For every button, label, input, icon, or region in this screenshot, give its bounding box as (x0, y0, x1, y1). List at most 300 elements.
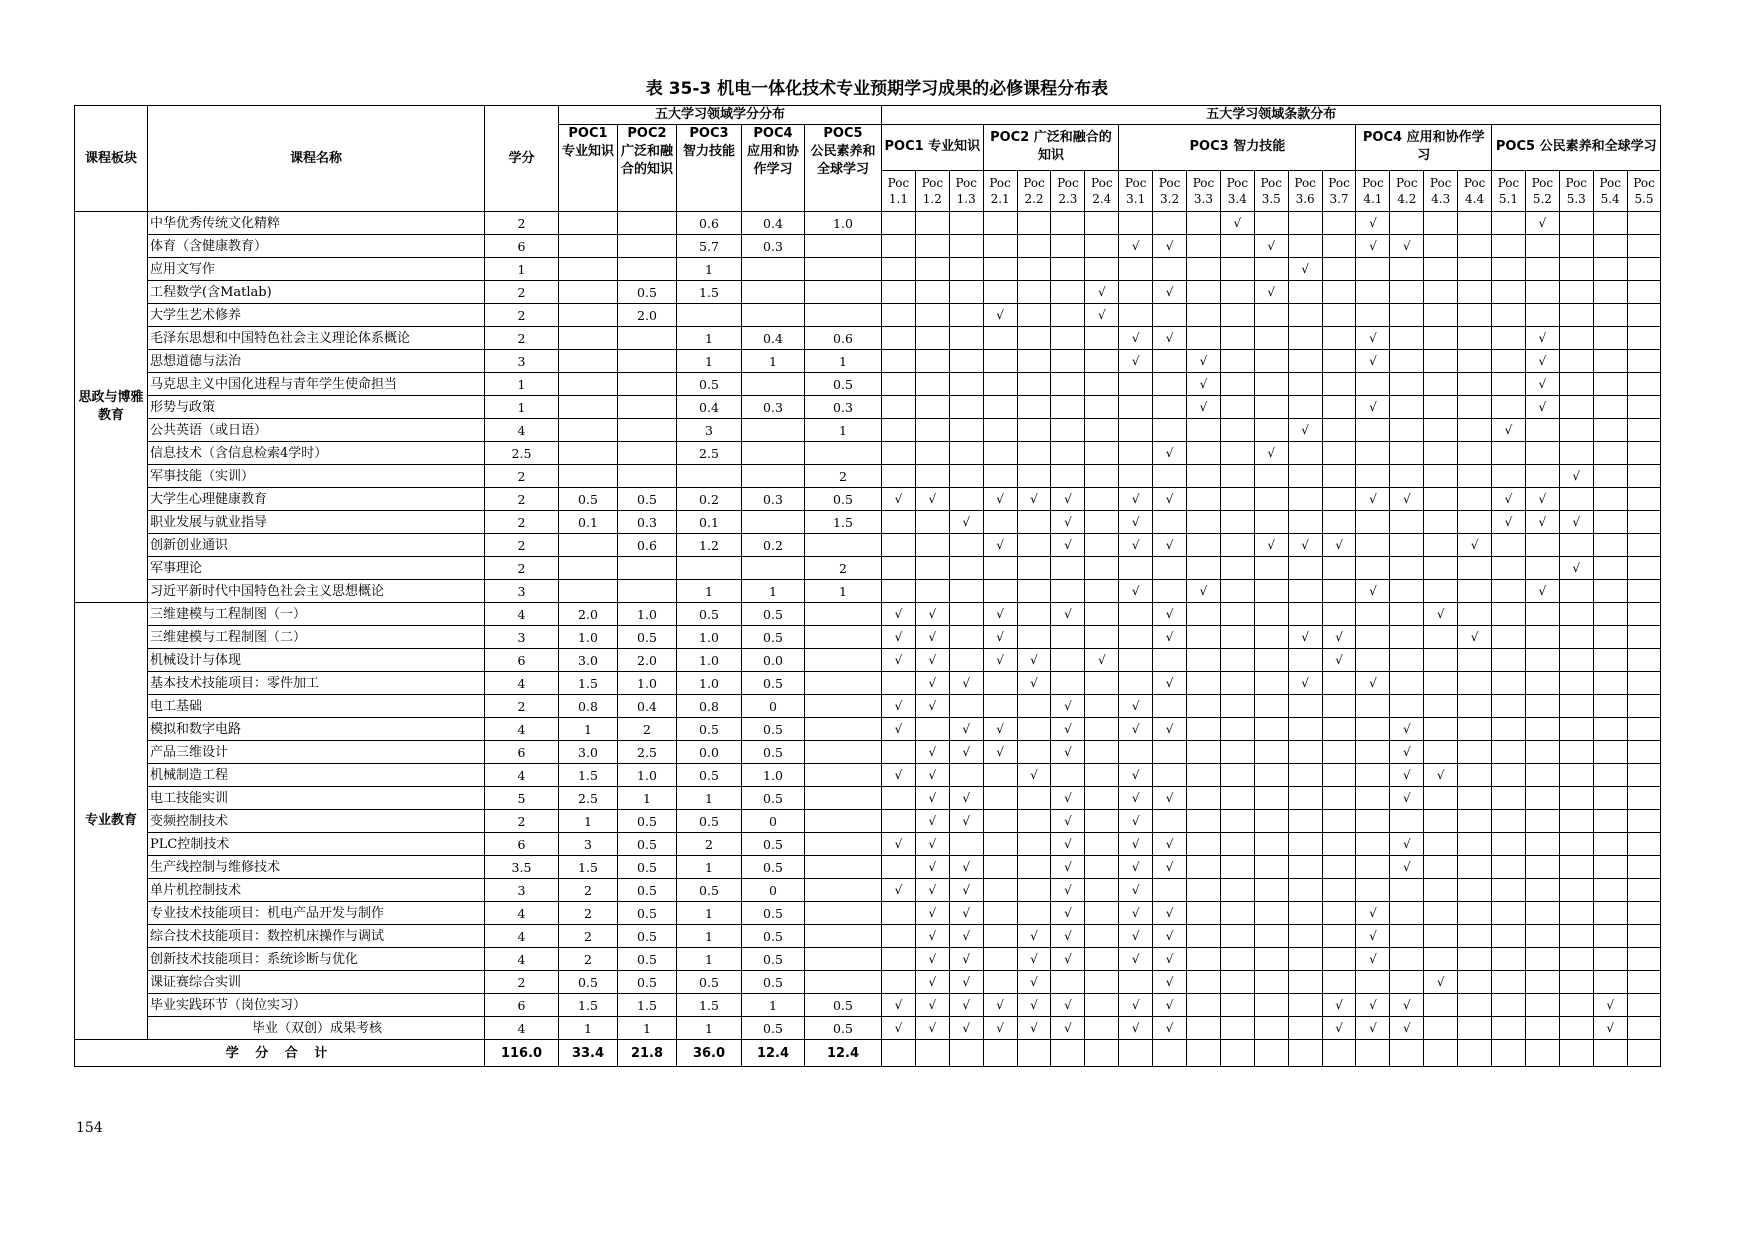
poc-credit-value: 0.2 (677, 488, 742, 511)
poc-item-cell (949, 810, 983, 833)
check-mark: √ (1131, 514, 1140, 529)
course-name: 电工基础 (148, 695, 485, 718)
poc-item-cell (1017, 672, 1051, 695)
poc-item-cell (1322, 833, 1356, 856)
check-mark: √ (1030, 491, 1038, 506)
poc-credit-value (805, 235, 882, 258)
poc-item-cell (949, 396, 983, 419)
header-item-distribution: 五大学习领域条款分布 (882, 106, 1661, 125)
poc-item-cell (1051, 626, 1085, 649)
poc-credit-value: 2.5 (677, 442, 742, 465)
poc-item-cell (1356, 258, 1390, 281)
check-mark: √ (996, 491, 1004, 506)
poc-item-cell (915, 718, 949, 741)
poc-item-cell (1593, 603, 1627, 626)
poc-credit-value: 0.5 (742, 971, 805, 994)
poc-item-cell (1187, 787, 1221, 810)
poc-item-cell (1085, 235, 1119, 258)
sub-code: 2.4 (1092, 191, 1112, 206)
poc-item-cell (1593, 396, 1627, 419)
poc-item-cell (1390, 695, 1424, 718)
poc-item-cell (1525, 879, 1559, 902)
poc-item-cell (915, 971, 949, 994)
poc-credit-value (559, 373, 618, 396)
poc-item-cell (1153, 672, 1187, 695)
poc-item-cell (1627, 810, 1661, 833)
poc-item-cell (1627, 396, 1661, 419)
poc-credit-value (677, 557, 742, 580)
check-mark: √ (996, 606, 1004, 621)
poc-item-cell (915, 419, 949, 442)
poc-item-cell (1458, 810, 1492, 833)
table-row (75, 557, 1661, 580)
poc-item-cell (882, 281, 916, 304)
poc-item-cell (1051, 350, 1085, 373)
check-mark: √ (1572, 468, 1581, 483)
poc-credit-value: 0 (742, 695, 805, 718)
poc-item-cell (1051, 304, 1085, 327)
poc-item-cell (1254, 465, 1288, 488)
poc-item-cell (1627, 442, 1661, 465)
poc-credit-value (805, 603, 882, 626)
poc-item-cell (1254, 856, 1288, 879)
poc-item-cell (1627, 925, 1661, 948)
poc-credit-value: 0.5 (742, 787, 805, 810)
poc-credit-value: 0.5 (742, 741, 805, 764)
poc-item-cell (1153, 833, 1187, 856)
check-mark: √ (1064, 859, 1072, 874)
poc-item-cell (1085, 557, 1119, 580)
sub-code: 5.1 (1498, 191, 1519, 206)
poc-item-cell (1390, 534, 1424, 557)
poc-item-cell (882, 787, 916, 810)
course-name: 公共英语（或日语） (148, 419, 485, 442)
course-credit: 4 (485, 925, 559, 948)
poc-item-cell (1085, 327, 1119, 350)
poc-item-cell (882, 971, 916, 994)
poc-item-cell (1254, 258, 1288, 281)
poc-credit-value (805, 534, 882, 557)
poc-item-cell (1627, 419, 1661, 442)
header-sub-poc (1254, 170, 1288, 211)
check-mark: √ (1402, 491, 1411, 506)
poc-item-cell (1593, 327, 1627, 350)
poc-item-cell (1525, 235, 1559, 258)
poc-credit-value (805, 764, 882, 787)
poc-item-cell (1051, 833, 1085, 856)
poc-credit-value: 0.5 (618, 833, 677, 856)
check-mark: √ (1131, 491, 1140, 506)
poc-item-cell (1288, 603, 1322, 626)
poc-item-cell (1322, 304, 1356, 327)
poc-item-cell (949, 465, 983, 488)
poc-item-cell (1153, 718, 1187, 741)
poc-item-cell (1017, 626, 1051, 649)
poc-credit-value (805, 649, 882, 672)
poc-item-cell (1288, 718, 1322, 741)
poc-item-cell (1458, 212, 1492, 235)
poc-item-cell (1220, 948, 1254, 971)
poc-item-cell (983, 925, 1017, 948)
check-mark: √ (1131, 790, 1140, 805)
poc-item-cell (1424, 304, 1458, 327)
check-mark: √ (1165, 284, 1174, 299)
course-block: 思政与博雅教育 (75, 212, 148, 603)
sub-prefix: Poc (1531, 175, 1554, 190)
poc-item-cell (1119, 994, 1153, 1017)
poc-item-cell (1119, 603, 1153, 626)
poc-credit-value: 1.0 (805, 212, 882, 235)
poc-item-cell (915, 373, 949, 396)
poc-item-cell (1119, 672, 1153, 695)
poc-item-cell (1220, 350, 1254, 373)
poc-item-cell (1627, 856, 1661, 879)
poc-item-cell (1220, 1017, 1254, 1040)
poc-item-cell (915, 925, 949, 948)
check-mark: √ (1030, 1020, 1038, 1035)
poc-item-cell (1627, 511, 1661, 534)
table-row (75, 741, 1661, 764)
poc-item-cell (1559, 925, 1593, 948)
header-poc-items: POC3 智力技能 (1119, 125, 1356, 171)
sub-code: 5.4 (1600, 191, 1620, 206)
poc-credit-value (618, 212, 677, 235)
check-mark: √ (1538, 353, 1547, 368)
poc-credit-value: 2 (677, 833, 742, 856)
poc-item-cell (1187, 350, 1221, 373)
poc-item-cell (1254, 925, 1288, 948)
course-credit: 2 (485, 534, 559, 557)
poc-item-cell (1254, 833, 1288, 856)
check-mark: √ (1165, 330, 1174, 345)
course-name: 三维建模与工程制图（一） (148, 603, 485, 626)
poc-credit-value: 1 (677, 327, 742, 350)
poc-item-cell (1525, 488, 1559, 511)
poc-item-cell (1627, 764, 1661, 787)
poc-item-cell (1322, 534, 1356, 557)
sub-prefix: Poc (1260, 175, 1283, 190)
poc-item-cell (882, 350, 916, 373)
check-mark: √ (1030, 928, 1038, 943)
course-name: 应用文写作 (148, 258, 485, 281)
poc-credit-value (559, 580, 618, 603)
poc-item-cell (1322, 1017, 1356, 1040)
check-mark: √ (962, 514, 971, 529)
sub-code: 4.4 (1465, 191, 1485, 206)
course-credit: 2 (485, 810, 559, 833)
poc-item-cell (1322, 511, 1356, 534)
poc-credit-value (618, 465, 677, 488)
poc-item-cell (1288, 235, 1322, 258)
course-name: 思想道德与法治 (148, 350, 485, 373)
check-mark: √ (996, 1020, 1004, 1035)
poc-credit-value: 0.4 (742, 327, 805, 350)
sub-code: 3.2 (1160, 191, 1180, 206)
check-mark: √ (928, 836, 937, 851)
poc-item-cell (1559, 327, 1593, 350)
table-row (75, 327, 1661, 350)
poc-item-cell (1085, 695, 1119, 718)
poc-item-cell (915, 764, 949, 787)
poc-item-cell (915, 534, 949, 557)
check-mark: √ (996, 629, 1004, 644)
poc-credit-value (742, 304, 805, 327)
poc-item-cell (1356, 672, 1390, 695)
poc-item-cell (1390, 327, 1424, 350)
sub-code: 2.3 (1058, 191, 1078, 206)
sub-code: 3.6 (1295, 191, 1315, 206)
check-mark: √ (1369, 951, 1377, 966)
poc-item-cell (1593, 649, 1627, 672)
header-sub-poc (1153, 170, 1187, 211)
poc-item-cell (1559, 718, 1593, 741)
table-row (75, 925, 1661, 948)
poc-item-cell (1153, 488, 1187, 511)
poc-item-cell (983, 718, 1017, 741)
poc-item-cell (1492, 281, 1526, 304)
poc-item-cell (1492, 764, 1526, 787)
table-row (75, 1017, 1661, 1040)
poc-credit-value (559, 396, 618, 419)
check-mark: √ (928, 905, 937, 920)
check-mark: √ (1267, 537, 1276, 552)
total-poc-credit: 36.0 (677, 1040, 742, 1067)
check-mark: √ (1538, 514, 1547, 529)
poc-item-cell (1017, 833, 1051, 856)
check-mark: √ (1199, 353, 1208, 368)
poc-item-cell (1458, 764, 1492, 787)
total-empty-cell (1153, 1040, 1187, 1067)
course-credit: 2 (485, 212, 559, 235)
poc-item-cell (1220, 718, 1254, 741)
poc-item-cell (1525, 419, 1559, 442)
poc-item-cell (1525, 350, 1559, 373)
poc-credit-value: 1.0 (677, 672, 742, 695)
check-mark: √ (928, 698, 937, 713)
poc-item-cell (949, 534, 983, 557)
poc-item-cell (1187, 580, 1221, 603)
poc-credit-value (618, 580, 677, 603)
poc-item-cell (1051, 764, 1085, 787)
poc-credit-value: 2.0 (559, 603, 618, 626)
poc-item-cell (1017, 971, 1051, 994)
poc-item-cell (1627, 534, 1661, 557)
poc-item-cell (1593, 235, 1627, 258)
poc-credit-value (742, 511, 805, 534)
poc-item-cell (1187, 879, 1221, 902)
poc-item-cell (1458, 235, 1492, 258)
poc-item-cell (1051, 373, 1085, 396)
poc-item-cell (1288, 810, 1322, 833)
poc-item-cell (1119, 511, 1153, 534)
poc-item-cell (949, 442, 983, 465)
poc-item-cell (1085, 465, 1119, 488)
check-mark: √ (894, 836, 903, 851)
poc-credit-value: 1.0 (677, 649, 742, 672)
check-mark: √ (928, 652, 937, 667)
poc-item-cell (1559, 787, 1593, 810)
poc-item-cell (1593, 419, 1627, 442)
poc-item-cell (1051, 281, 1085, 304)
poc-item-cell (1051, 212, 1085, 235)
poc-credit-value: 0.6 (677, 212, 742, 235)
poc-item-cell (1017, 879, 1051, 902)
poc-item-cell (1187, 304, 1221, 327)
check-mark: √ (1369, 928, 1377, 943)
poc-item-cell (1254, 327, 1288, 350)
poc-item-cell (1525, 833, 1559, 856)
poc-item-cell (915, 902, 949, 925)
poc-item-cell (983, 764, 1017, 787)
check-mark: √ (1538, 215, 1547, 230)
poc-item-cell (1559, 856, 1593, 879)
poc-item-cell (1593, 1017, 1627, 1040)
poc-credit-value: 0.6 (805, 327, 882, 350)
total-empty-cell (1017, 1040, 1051, 1067)
check-mark: √ (1165, 629, 1174, 644)
poc-item-cell (1559, 235, 1593, 258)
poc-item-cell (1593, 511, 1627, 534)
poc-item-cell (1220, 488, 1254, 511)
poc-item-cell (882, 304, 916, 327)
poc-item-cell (1085, 879, 1119, 902)
table-row (75, 603, 1661, 626)
course-name: 职业发展与就业指导 (148, 511, 485, 534)
check-mark: √ (1131, 951, 1140, 966)
poc-item-cell (1153, 235, 1187, 258)
poc-item-cell (1187, 764, 1221, 787)
check-mark: √ (1165, 675, 1174, 690)
poc-item-cell (1627, 833, 1661, 856)
poc-item-cell (1390, 925, 1424, 948)
check-mark: √ (1165, 905, 1174, 920)
poc-item-cell (1356, 856, 1390, 879)
sub-prefix: Poc (1396, 175, 1418, 190)
table-row (75, 465, 1661, 488)
poc-item-cell (1559, 1017, 1593, 1040)
poc-credit-value: 0.5 (618, 856, 677, 879)
poc-item-cell (915, 810, 949, 833)
course-name: 电工技能实训 (148, 787, 485, 810)
check-mark: √ (928, 1020, 937, 1035)
poc-name: 专业知识 (561, 144, 614, 159)
course-credit: 2 (485, 465, 559, 488)
poc-item-cell (1051, 603, 1085, 626)
poc-item-cell (1220, 741, 1254, 764)
sub-code: 4.3 (1431, 191, 1451, 206)
poc-code: POC3 (689, 126, 729, 141)
check-mark: √ (1402, 744, 1411, 759)
poc-item-cell (949, 511, 983, 534)
table-row (75, 534, 1661, 557)
poc-item-cell (1051, 810, 1085, 833)
poc-item-cell (1593, 718, 1627, 741)
poc-item-cell (882, 603, 916, 626)
poc-item-cell (1187, 465, 1221, 488)
sub-prefix: Poc (887, 175, 910, 190)
poc-item-cell (1220, 511, 1254, 534)
poc-item-cell (1051, 1017, 1085, 1040)
table-row (75, 649, 1661, 672)
check-mark: √ (1131, 583, 1140, 598)
poc-item-cell (1525, 465, 1559, 488)
poc-item-cell (1220, 925, 1254, 948)
poc-credit-value (742, 281, 805, 304)
poc-item-cell (1153, 350, 1187, 373)
poc-credit-value: 1.0 (677, 626, 742, 649)
poc-item-cell (1288, 557, 1322, 580)
poc-item-cell (1492, 971, 1526, 994)
poc-item-cell (1085, 948, 1119, 971)
poc-item-cell (1085, 994, 1119, 1017)
check-mark: √ (996, 537, 1004, 552)
poc-credit-value: 0.5 (559, 971, 618, 994)
header-sub-poc (983, 170, 1017, 211)
poc-item-cell (1390, 511, 1424, 534)
poc-item-cell (1458, 465, 1492, 488)
check-mark: √ (894, 767, 903, 782)
poc-item-cell (1424, 235, 1458, 258)
poc-item-cell (1424, 1017, 1458, 1040)
poc-item-cell (1085, 971, 1119, 994)
poc-item-cell (1593, 488, 1627, 511)
poc-item-cell (1187, 971, 1221, 994)
sub-code: 1.2 (922, 191, 942, 206)
poc-item-cell (949, 649, 983, 672)
poc-item-cell (1559, 994, 1593, 1017)
check-mark: √ (1064, 744, 1072, 759)
poc-item-cell (1187, 419, 1221, 442)
poc-credit-value (805, 948, 882, 971)
check-mark: √ (1369, 905, 1377, 920)
poc-item-cell (1627, 327, 1661, 350)
poc-item-cell (1492, 212, 1526, 235)
poc-item-cell (1627, 304, 1661, 327)
poc-item-cell (1559, 810, 1593, 833)
poc-item-cell (1254, 488, 1288, 511)
poc-item-cell (1525, 672, 1559, 695)
poc-item-cell (983, 948, 1017, 971)
check-mark: √ (962, 721, 971, 736)
poc-item-cell (1322, 557, 1356, 580)
poc-item-cell (1390, 258, 1424, 281)
poc-item-cell (1254, 994, 1288, 1017)
poc-item-cell (1593, 281, 1627, 304)
poc-credit-value: 0.5 (618, 626, 677, 649)
course-credit: 3 (485, 879, 559, 902)
poc-item-cell (1220, 419, 1254, 442)
poc-item-cell (983, 1017, 1017, 1040)
poc-item-cell (1356, 902, 1390, 925)
poc-item-cell (1119, 373, 1153, 396)
course-name: 课证赛综合实训 (148, 971, 485, 994)
poc-item-cell (1559, 373, 1593, 396)
poc-item-cell (1390, 350, 1424, 373)
poc-item-cell (1593, 373, 1627, 396)
poc-item-cell (1593, 442, 1627, 465)
poc-item-cell (1153, 925, 1187, 948)
poc-credit-value (805, 925, 882, 948)
poc-item-cell (983, 649, 1017, 672)
poc-item-cell (983, 603, 1017, 626)
poc-item-cell (1525, 718, 1559, 741)
poc-item-cell (1525, 948, 1559, 971)
poc-item-cell (1593, 695, 1627, 718)
poc-item-cell (1593, 626, 1627, 649)
poc-item-cell (1559, 580, 1593, 603)
check-mark: √ (1064, 928, 1072, 943)
poc-item-cell (1254, 580, 1288, 603)
